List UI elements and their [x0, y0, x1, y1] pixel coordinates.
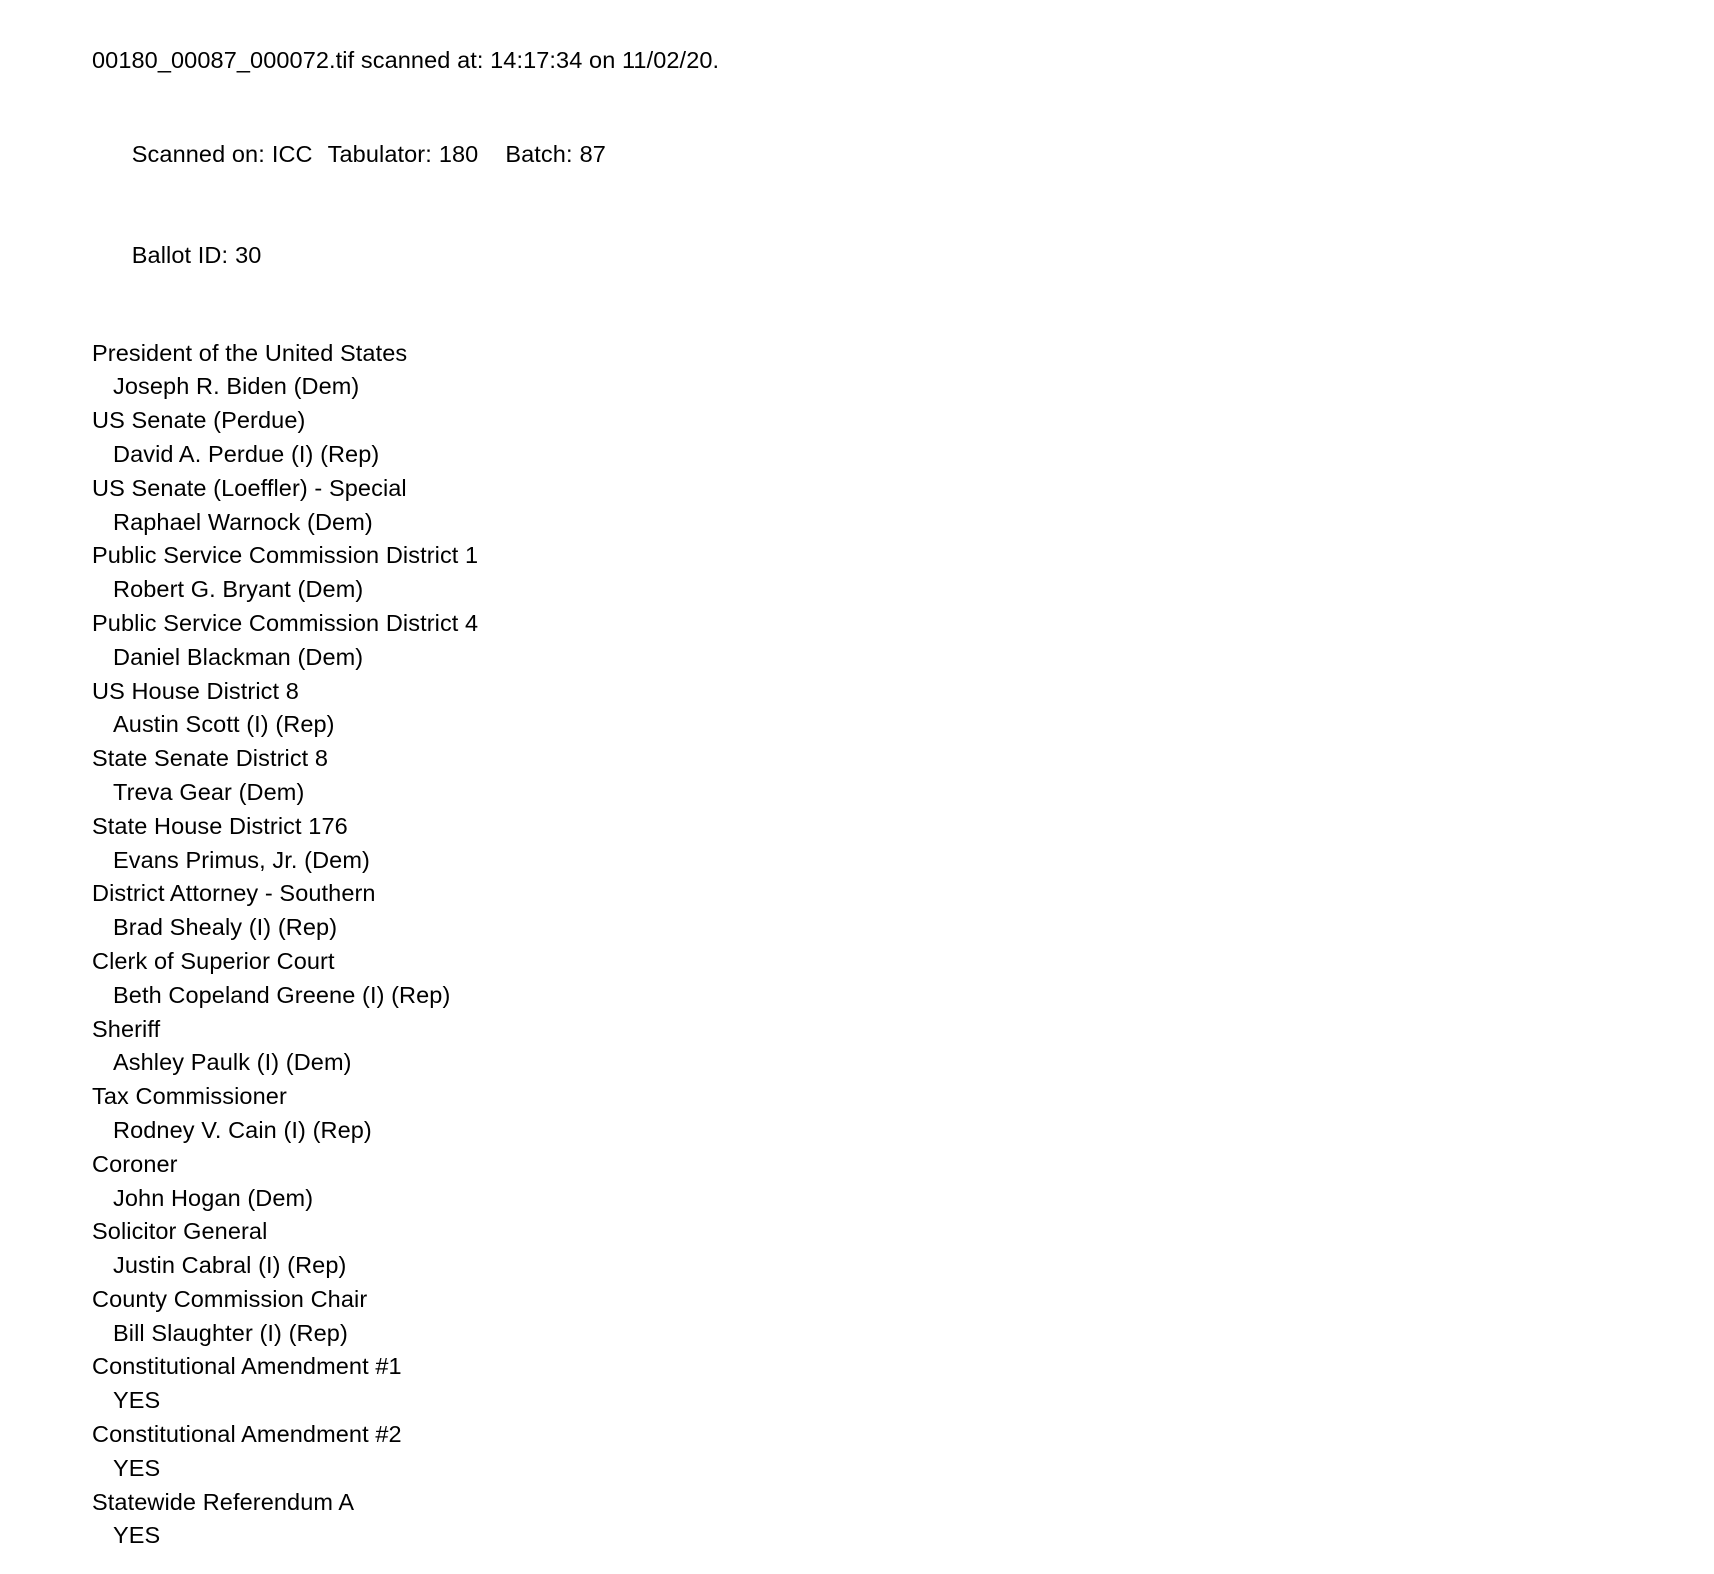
contest-title: Statewide Referendum A [92, 1488, 355, 1515]
contest-selection: YES [113, 1454, 161, 1481]
contest-title: Public Service Commission District 4 [92, 609, 479, 636]
contest-title: Tax Commissioner [92, 1083, 287, 1110]
contest-title: US Senate (Perdue) [92, 407, 306, 434]
ballot-id-label: Ballot ID: [131, 241, 229, 268]
contest-title: Clerk of Superior Court [92, 947, 335, 974]
batch-value: 87 [579, 140, 606, 167]
contest-selection: Bill Slaughter (I) (Rep) [113, 1319, 348, 1346]
scan-info-block [92, 104, 1654, 307]
contest-title: Solicitor General [92, 1218, 268, 1245]
contest-title: Coroner [92, 1150, 178, 1177]
contest-selection: Evans Primus, Jr. (Dem) [113, 846, 370, 873]
contest-selection: YES [113, 1387, 161, 1414]
contest-title: State Senate District 8 [92, 745, 329, 772]
contest-title: State House District 176 [92, 812, 348, 839]
ballot-id-value: 30 [235, 241, 262, 268]
contest-selection: Austin Scott (I) (Rep) [113, 711, 335, 738]
contest-selection: Brad Shealy (I) (Rep) [113, 914, 338, 941]
contest-selection: Robert G. Bryant (Dem) [113, 576, 364, 603]
contest-title: US House District 8 [92, 677, 299, 704]
contest-selection: Joseph R. Biden (Dem) [113, 373, 360, 400]
contest-title: District Attorney - Southern [92, 880, 376, 907]
contest-selection: Ashley Paulk (I) (Dem) [113, 1049, 352, 1076]
tabulator-label: Tabulator: [327, 140, 432, 167]
contest-selection: Raphael Warnock (Dem) [113, 508, 373, 535]
scanner-info-line [92, 104, 1654, 205]
contest-selection: YES [113, 1522, 161, 1549]
contest-selection: Beth Copeland Greene (I) (Rep) [113, 981, 451, 1008]
contest-title: President of the United States [92, 339, 408, 366]
contest-title: Constitutional Amendment #2 [92, 1421, 402, 1448]
contest-selection: Daniel Blackman (Dem) [113, 643, 364, 670]
contest-selection: Justin Cabral (I) (Rep) [113, 1252, 347, 1279]
contest-selection: Treva Gear (Dem) [113, 778, 305, 805]
contest-selection: David A. Perdue (I) (Rep) [113, 440, 380, 467]
contest-selection: John Hogan (Dem) [113, 1184, 314, 1211]
scan-filename-line: 00180_00087_000072.tif scanned at: 14:17:34 on 11/02/20. [92, 47, 720, 73]
contest-title: Sheriff [92, 1015, 161, 1042]
contest-list [92, 337, 1654, 1554]
tabulator-value: 180 [438, 140, 479, 167]
contest-title: Constitutional Amendment #1 [92, 1353, 402, 1380]
batch-label: Batch: [505, 140, 573, 167]
contest-selection: Rodney V. Cain (I) (Rep) [113, 1116, 372, 1143]
contest-title: US Senate (Loeffler) - Special [92, 474, 407, 501]
contest-title: County Commission Chair [92, 1285, 368, 1312]
contest-title: Public Service Commission District 1 [92, 542, 479, 569]
scanned-on-label: Scanned on: [131, 140, 265, 167]
ballot-id-line [92, 205, 1654, 306]
scanned-on-value: ICC [271, 140, 313, 167]
